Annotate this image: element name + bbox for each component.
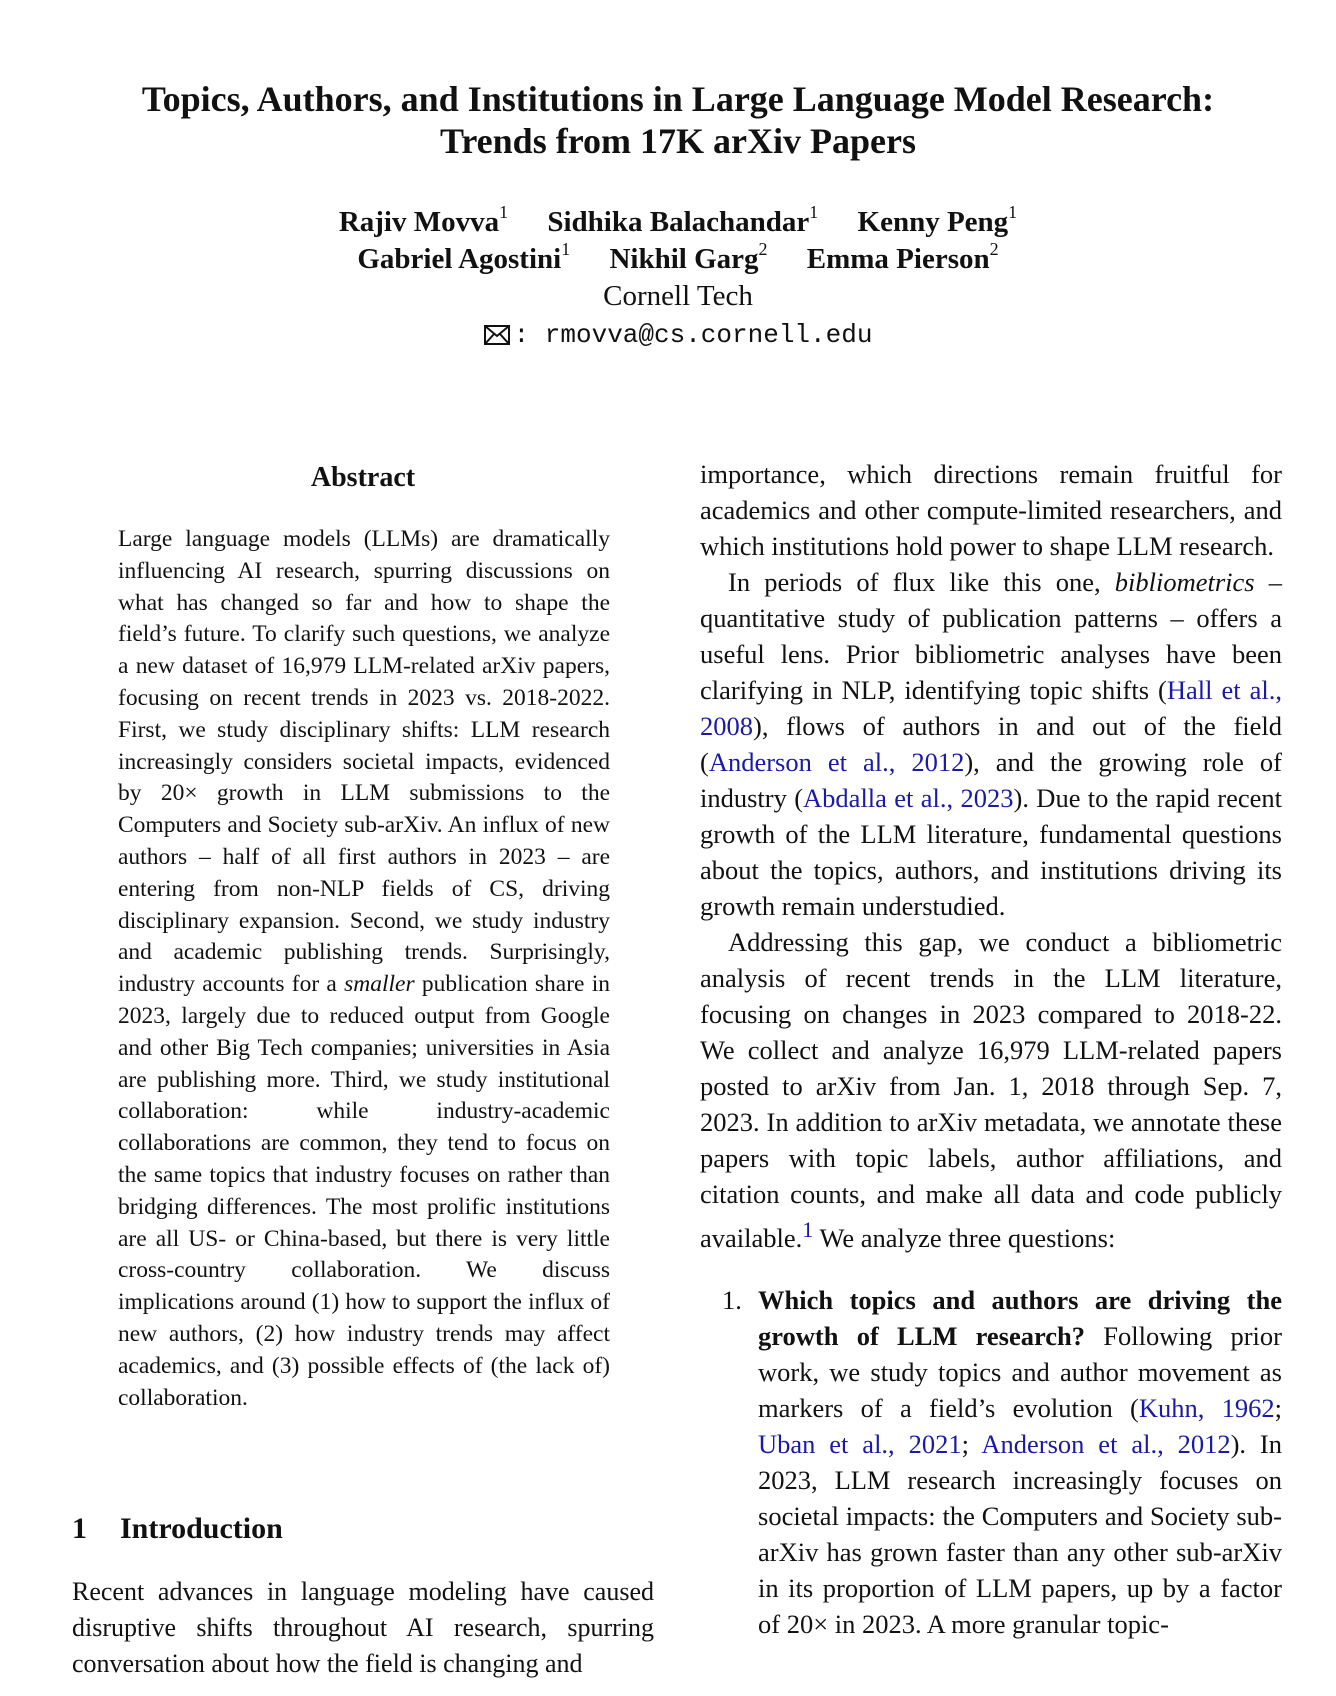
paragraph	[700, 564, 1282, 924]
citation-link[interactable]: Kuhn, 1962	[1138, 1392, 1275, 1423]
author-name: Nikhil Garg	[609, 243, 759, 275]
right-column	[700, 456, 1282, 1642]
abstract-part: Large language models (LLMs) are dramatically influencing AI research, spurring discussions on what has changed so far and how to shape the field’s future. To clarify such questions, we analyze a new dataset of 16,979 LLM-related arXiv papers, focusing on recent trends in 2023 vs. 2018-2022. First, we study disciplinary shifts: LLM research increasingly considers societal impacts, evidenced by 20× growth in LLM submissions to the Computers and Society sub-arXiv. An influx of new authors – half of all first authors in 2023 – are entering from non-NLP fields of CS, driving disciplinary expansion. Second, we study industry and academic publishing trends. Surprisingly, industry accounts for a	[118, 526, 610, 998]
author-line-2	[60, 241, 1296, 278]
text-run: We analyze three questions:	[813, 1222, 1116, 1253]
citation-link[interactable]: Uban et al., 2021	[758, 1428, 962, 1459]
text-run: ;	[961, 1428, 982, 1459]
text-run: ). Due to the rapid recent growth of the LLM literature, fundamental questions about the topics, authors, and institutions driving its growth remain understudied.	[700, 783, 1283, 921]
email-line	[60, 317, 1296, 354]
section-title: Introduction	[120, 1512, 283, 1545]
citation-link[interactable]: Hall et al., 2008	[700, 675, 1282, 741]
text-run: ), and the growing role of industry (	[700, 747, 1282, 813]
abstract-emphasis: smaller	[344, 971, 415, 998]
paragraph: importance, which directions remain fruitful for academics and other compute-limited researchers, and which institutions hold power to shape LLM research.	[700, 459, 1282, 561]
abstract-heading: Abstract	[310, 462, 416, 493]
author	[357, 241, 570, 278]
abstract-part: publication share in 2023, largely due to reduced output from Google and other Big Tech companies; universities in Asia are publishing more. Third, we study institutional collaboration: while industry-academic collaborations are common, they tend to focus on the same topics that industry focuses on rather than bridging differences. The most prolific institutions are all US- or China-based, but there is very little cross-country collaboration. We discuss implications around (1) how to support the influx of new authors, (2) how industry trends may affect academics, and (3) possible effects of (the lack of) collaboration.	[118, 971, 610, 1411]
footnote-link[interactable]: 1	[802, 1217, 814, 1242]
author-name: Emma Pierson	[806, 243, 990, 275]
affiliation-mark: 1	[1008, 202, 1018, 222]
section-number: 1	[72, 1512, 87, 1545]
text-run: ;	[1274, 1392, 1282, 1423]
author-name: Sidhika Balachandar	[547, 206, 810, 238]
author-block	[60, 204, 1296, 354]
title-line-2: Trends from 17K arXiv Papers	[440, 121, 916, 161]
paragraph	[700, 924, 1282, 1256]
author	[547, 204, 818, 241]
text-run: ), flows of authors in and out of the field (	[700, 711, 1282, 777]
author	[339, 204, 508, 241]
citation-link[interactable]: Anderson et al., 2012	[708, 747, 965, 777]
citation-link[interactable]: Anderson et al., 2012	[981, 1428, 1231, 1459]
affiliation-mark: 1	[809, 202, 819, 222]
text-run: Addressing this gap, we conduct a bibliometric analysis of recent trends in the LLM literature, focusing on changes in 2023 compared to 2018-22. We collect and analyze 16,979 LLM-related papers posted to arXiv from Jan. 1, 2018 through Sep. 7, 2023. In addition to arXiv metadata, we annotate these papers with topic labels, author affiliations, and citation counts, and make all data and code publicly available.	[700, 927, 1282, 1253]
intro-paragraph: Recent advances in language modeling have caused disruptive shifts throughout AI research, spurring conversation about how the field is changing and	[72, 1577, 654, 1678]
list-marker: 1.	[722, 1284, 742, 1315]
affiliation: Cornell Tech	[603, 280, 753, 312]
question-list	[700, 1282, 1282, 1642]
text-run: – quantitative study of publication patterns – offers a useful lens. Prior bibliometric analyses have been clarifying in NLP, identifying topic shifts (	[700, 567, 1282, 705]
abstract-text	[118, 524, 610, 1414]
author	[609, 241, 767, 278]
list-item	[700, 1282, 1282, 1642]
affiliation-mark: 1	[499, 202, 509, 222]
author-line-1	[60, 204, 1296, 241]
section-heading-introduction	[72, 1512, 283, 1546]
emphasis: bibliometrics	[1114, 567, 1255, 597]
envelope-icon	[484, 325, 510, 345]
text-run: ). In 2023, LLM research increasingly focuses on societal impacts: the Computers and Society sub-arXiv has grown faster than any other sub-arXiv in its proportion of LLM papers, up by a factor of 20× in 2023. A more granular topic-	[758, 1428, 1282, 1639]
affiliation-mark: 2	[989, 239, 999, 259]
affiliation-mark: 2	[758, 239, 768, 259]
author-name: Rajiv Movva	[338, 206, 500, 238]
title-line-1: Topics, Authors, and Institutions in Large Language Model Research:	[141, 79, 1215, 119]
text-run: Following prior work, we study topics and author movement as markers of a field’s evolution (	[758, 1320, 1282, 1423]
email-prefix: :	[513, 320, 545, 350]
author-name: Gabriel Agostini	[357, 243, 562, 275]
paper-title	[60, 78, 1296, 162]
author	[807, 241, 999, 278]
affiliation-mark: 1	[561, 239, 571, 259]
email-address[interactable]: rmovva@cs.cornell.edu	[544, 320, 873, 350]
author-name: Kenny Peng	[857, 206, 1009, 238]
author	[858, 204, 1018, 241]
citation-link[interactable]: Abdalla et al., 2023	[803, 783, 1014, 813]
text-run: In periods of flux like this one,	[728, 567, 1115, 597]
question-text: Which topics and authors are driving the growth of LLM research?	[758, 1284, 1282, 1351]
